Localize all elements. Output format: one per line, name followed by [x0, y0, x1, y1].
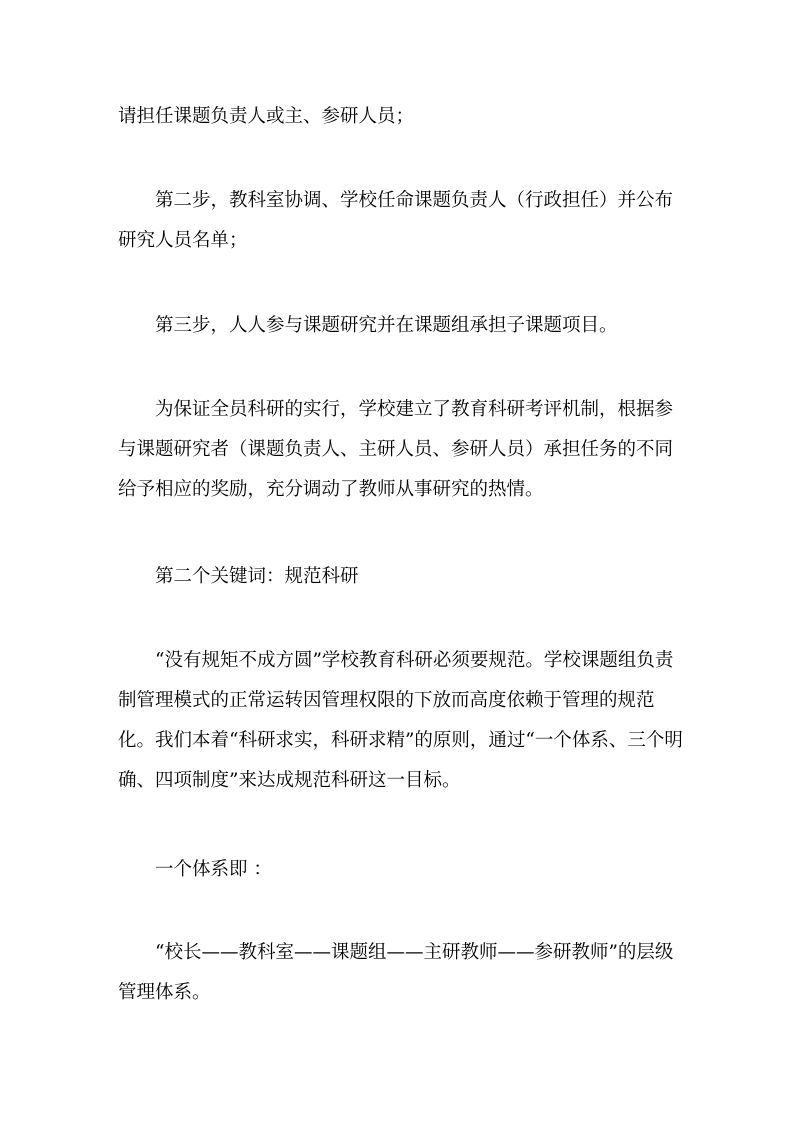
- paragraph-step-two: 第二步，教科室协调、学校任命课题负责人（行政担任）并公布研究人员名单；: [118, 190, 674, 251]
- paragraph-step-three: 第三步，人人参与课题研究并在课题组承担子课题项目。: [155, 315, 618, 336]
- paragraph-evaluation-mechanism: 为保证全员科研的实行，学校建立了教育科研考评机制，根据参与课题研究者（课题负责人、主研人员、参研人员）承担任务的不同给予相应的奖励，充分调动了教师从事研究的热情。: [118, 399, 674, 500]
- paragraph-management-hierarchy: “校长——教科室——课题组——主研教师——参研教师”的层级管理体系。: [118, 942, 674, 1003]
- paragraph-research-roles: 请担任课题负责人或主、参研人员；: [118, 106, 415, 127]
- paragraph-one-system: 一个体系即 ：: [155, 859, 272, 880]
- section-heading-second-keyword: 第二个关键词：规范科研: [155, 566, 359, 587]
- paragraph-standardized-research: “没有规矩不成方圆”学校教育科研必须要规范。学校课题组负责制管理模式的正常运转因管理权限的下放而高度依赖于管理的规范化。我们本着“科研求实，科研求精”的原则，通过“一个体系、三个明确、四项制度”来达成规范科研这一目标。: [118, 650, 683, 791]
